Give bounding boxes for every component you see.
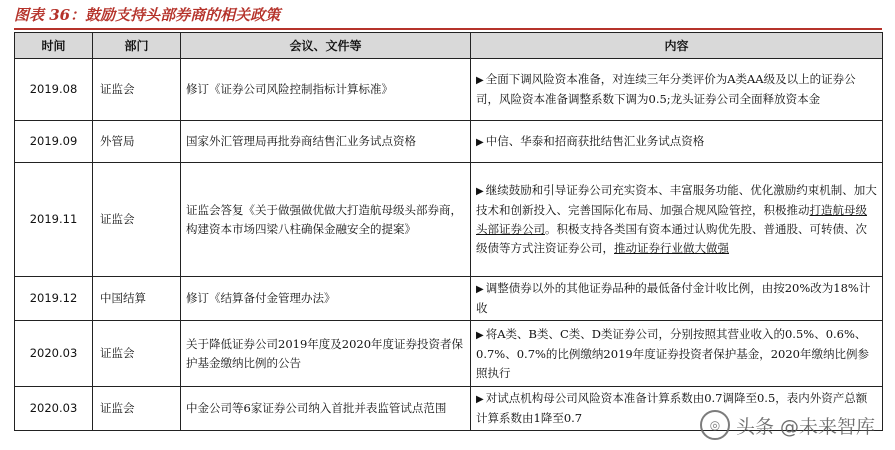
content-underlined-text: 打造航母级头部证券公司 [476,203,867,236]
table-row [15,321,883,387]
cell-content [471,321,883,387]
cell-time: 2019.12 [15,277,93,321]
bullet-icon: ▶ [476,329,484,341]
cell-time: 2020.03 [15,321,93,387]
cell-doc: 关于降低证券公司2019年度及2020年度证券投资者保护基金缴纳比例的公告 [181,321,471,387]
content-text: 中信、华泰和招商获批结售汇业务试点资格 [485,133,705,148]
cell-dept: 证监会 [93,59,181,121]
table-row [15,163,883,277]
cell-dept: 证监会 [93,387,181,431]
cell-time: 2019.09 [15,121,93,163]
table-row [15,59,883,121]
header-time: 时间 [15,33,93,59]
policy-table [14,32,883,431]
bullet-icon: ▶ [476,284,484,295]
cell-doc: 修订《证券公司风险控制指标计算标准》 [181,59,471,121]
cell-time: 2020.03 [15,387,93,431]
header-dept: 部门 [93,33,181,59]
content-underlined-text: 推动证券行业做大做强 [614,241,729,255]
title-divider [14,28,882,30]
content-text: 。积极支持各类国有资本通过认购优先股、普通股、可转债、次级债等方式注资证券公司， [476,222,867,255]
watermark [700,408,880,442]
cell-dept: 中国结算 [93,277,181,321]
table-row [15,277,883,321]
watermark-text: 头条 @未来智库 [736,415,876,438]
figure-title: 图表 36：鼓励支持头部券商的相关政策 [14,6,281,24]
cell-doc: 中金公司等6家证券公司纳入首批并表监管试点范围 [181,387,471,431]
content-text: 继续鼓励和引导证券公司充实资本、丰富服务功能、优化激励约束机制、加大技术和创新投入、完善国际化布局、加强合规风险管控，积极推动 [476,183,877,217]
cell-doc: 国家外汇管理局再批券商结售汇业务试点资格 [181,121,471,163]
content-text: 对试点机构母公司风险资本准备计算系数由0.7调降至0.5，表内外资产总额计算系数由1降至0.7 [476,391,868,425]
content-text: 全面下调风险资本准备，对连续三年分类评价为A类AA级及以上的证券公司，风险资本准备调整系数下调为0.5;龙头证券公司全面释放资本金 [476,72,856,106]
figure-title-bar [14,4,882,30]
table-row [15,121,883,163]
cell-dept: 证监会 [93,321,181,387]
bullet-icon: ▶ [476,394,484,405]
cell-doc: 修订《结算备付金管理办法》 [181,277,471,321]
cell-dept: 外管局 [93,121,181,163]
cell-dept: 证监会 [93,163,181,277]
cell-content [471,277,883,321]
header-content: 内容 [471,33,883,59]
bullet-icon: ▶ [476,186,484,197]
cell-time: 2019.11 [15,163,93,277]
cell-content [471,121,883,163]
content-text: 将A类、B类、C类、D类证券公司，分别按照其营业收入的0.5%、0.6%、0.7%、0.7%的比例缴纳2019年度证券投资者保护基金，2020年缴纳比例参照执行 [476,326,869,380]
header-doc: 会议、文件等 [181,33,471,59]
cell-doc: 证监会答复《关于做强做优做大打造航母级头部券商，构建资本市场四梁八柱确保金融安全的提案》 [181,163,471,277]
bullet-icon: ▶ [476,136,484,148]
watermark-logo-icon: ◎ [700,410,730,440]
cell-time: 2019.08 [15,59,93,121]
cell-content [471,59,883,121]
table-header-row [15,33,883,59]
content-text: 调整债券以外的其他证券品种的最低备付金计收比例，由按20%改为18%计收 [476,281,871,315]
cell-content [471,163,883,277]
bullet-icon: ▶ [476,75,484,86]
